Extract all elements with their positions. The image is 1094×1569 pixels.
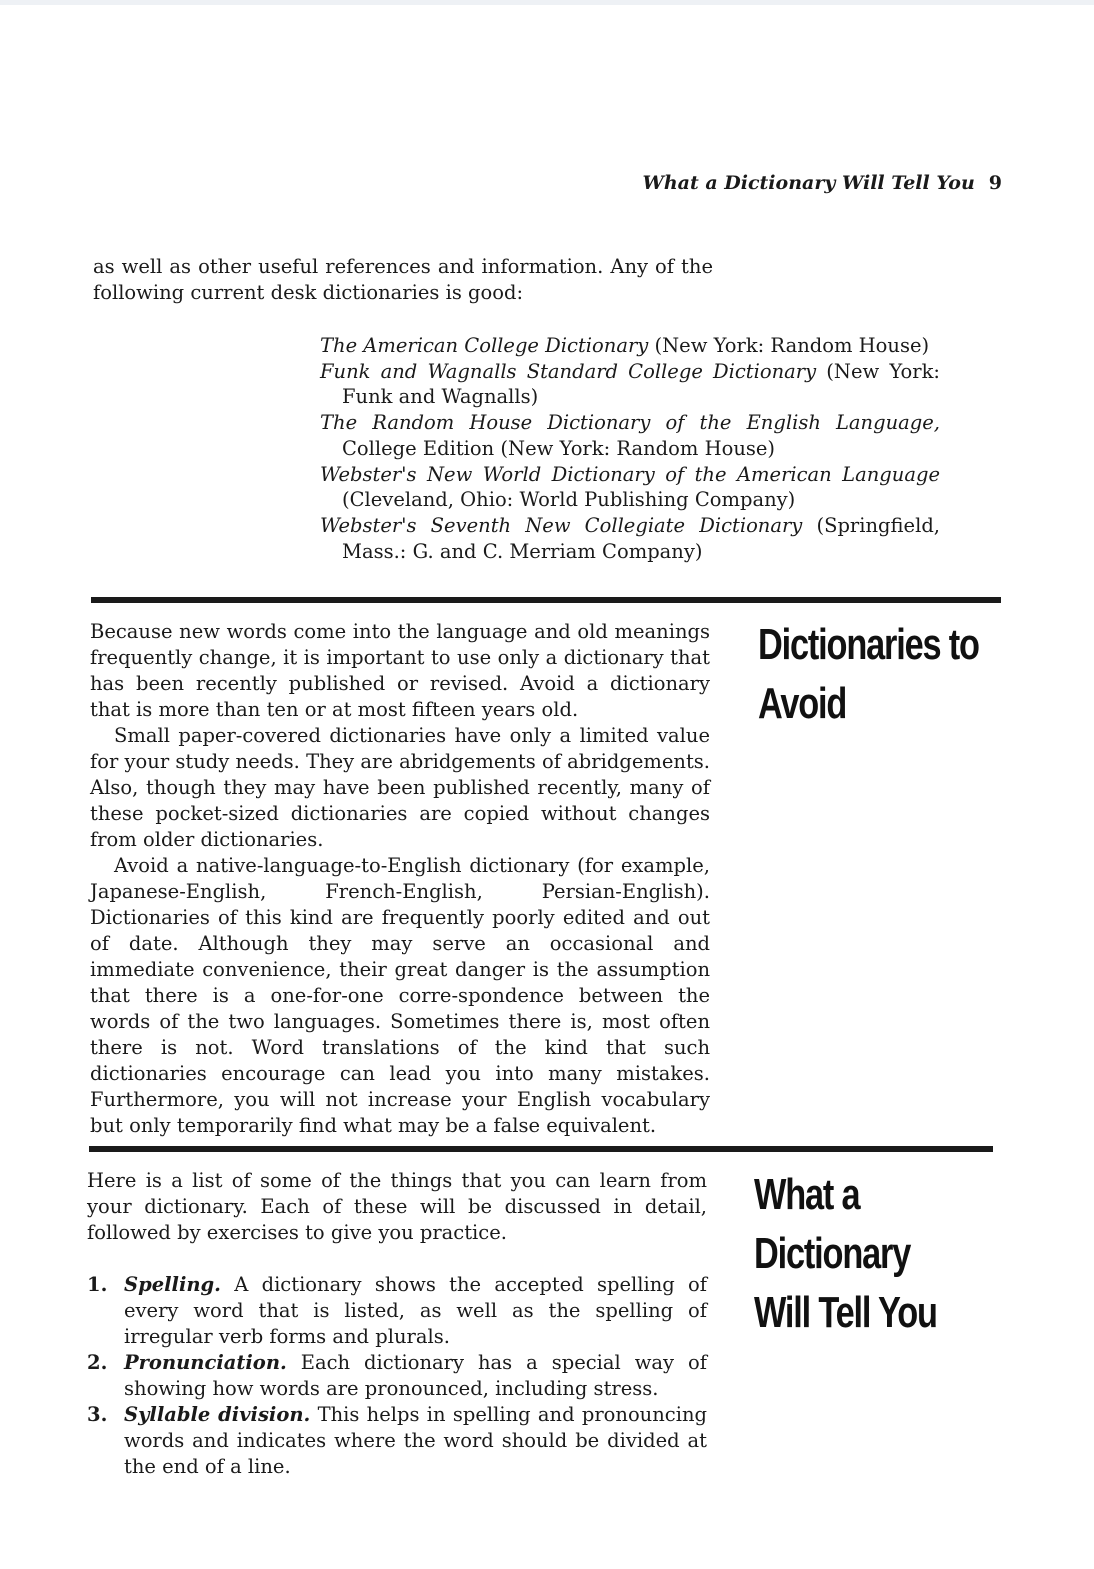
dictionary-title: The Random House Dictionary of the English Language, (320, 411, 940, 435)
list-item (87, 1350, 707, 1402)
dictionary-entry (320, 513, 940, 564)
dictionary-publisher: (New York: Funk and Wagnalls) (342, 359, 940, 409)
list-term: Spelling. (124, 1273, 221, 1296)
dictionary-entry (320, 359, 940, 410)
list-item (87, 1272, 707, 1350)
dictionary-title: Webster's Seventh New Collegiate Dictionary (320, 513, 803, 537)
paragraph: Here is a list of some of the things that you can learn from your dictionary. Each of these will be discussed in detail, followed by exercises to give you practice. (87, 1169, 707, 1244)
heading-line: Avoid (758, 679, 847, 728)
list-number: 3. (87, 1403, 108, 1426)
list-term: Pronunciation. (124, 1351, 287, 1374)
dictionary-list (320, 333, 940, 564)
list-text: Each dictionary has a special way of showing how words are pronounced, including stress. (124, 1351, 707, 1400)
intro-text: as well as other useful references and information. Any of the following current desk dictionaries is good: (93, 255, 713, 304)
list-text: A dictionary shows the accepted spelling of every word that is listed, as well as the spelling of irregular verb forms and plurals. (124, 1273, 707, 1348)
section-tell-body (87, 1168, 707, 1480)
heading-line: Will Tell You (754, 1288, 937, 1337)
dictionary-publisher: College Edition (New York: Random House) (342, 436, 776, 460)
paragraph: Small paper-covered dictionaries have only a limited value for your study needs. They are abridgements of abridgements. Also, though they may have been published recently, many of these pocket-sized dictionaries are copied without changes from older dictionaries. (90, 724, 710, 851)
feature-list (87, 1272, 707, 1480)
list-number: 2. (87, 1351, 108, 1374)
dictionary-entry (320, 410, 940, 461)
section-heading-tell (754, 1165, 1019, 1342)
running-head (642, 172, 1002, 194)
running-head-title: What a Dictionary Will Tell You (642, 172, 975, 194)
dictionary-publisher: (New York: Random House) (648, 334, 930, 357)
list-text: This helps in spelling and pronouncing words and indicates where the word should be divided at the end of a line. (124, 1403, 707, 1478)
section-avoid-body (90, 619, 710, 1139)
section-divider (89, 1146, 993, 1152)
page-number: 9 (988, 172, 1002, 194)
dictionary-entry (320, 462, 940, 513)
list-number: 1. (87, 1273, 108, 1296)
dictionary-title: The American College Dictionary (320, 334, 649, 357)
dictionary-publisher: (Cleveland, Ohio: World Publishing Company) (342, 488, 796, 512)
dictionary-publisher: (Springfield, Mass.: G. and C. Merriam Company) (342, 513, 940, 563)
paragraph: Because new words come into the language and old meanings frequently change, it is important to use only a dictionary that has been recently published or revised. Avoid a dictionary that is more than ten or at most fifteen years old. (90, 620, 710, 721)
top-band (0, 0, 1094, 5)
list-term: Syllable division. (124, 1403, 311, 1426)
dictionary-title: Funk and Wagnalls Standard College Dictionary (320, 359, 817, 383)
heading-line: What a Dictionary (754, 1170, 911, 1278)
dictionary-entry (320, 333, 940, 359)
list-item (87, 1402, 707, 1480)
heading-line: Dictionaries to (758, 620, 979, 669)
section-heading-avoid (758, 615, 1015, 733)
paragraph: Avoid a native-language-to-English dictionary (for example, Japanese-English, French-English, Persian-English). Dictionaries of this kind are frequently poorly edited and out of date. Although they may serve an occasional and immediate convenience, their great danger is the assumption that there is a one-for-one corre-spondence between the words of the two languages. Sometimes there is, most often there is not. Word translations of the kind that such dictionaries encourage can lead you into many mistakes. Furthermore, you will not increase your English vocabulary but only temporarily find what may be a false equivalent. (90, 854, 710, 1137)
dictionary-title: Webster's New World Dictionary of the American Language (320, 462, 940, 486)
section-divider (91, 597, 1001, 603)
intro-paragraph (93, 254, 713, 306)
